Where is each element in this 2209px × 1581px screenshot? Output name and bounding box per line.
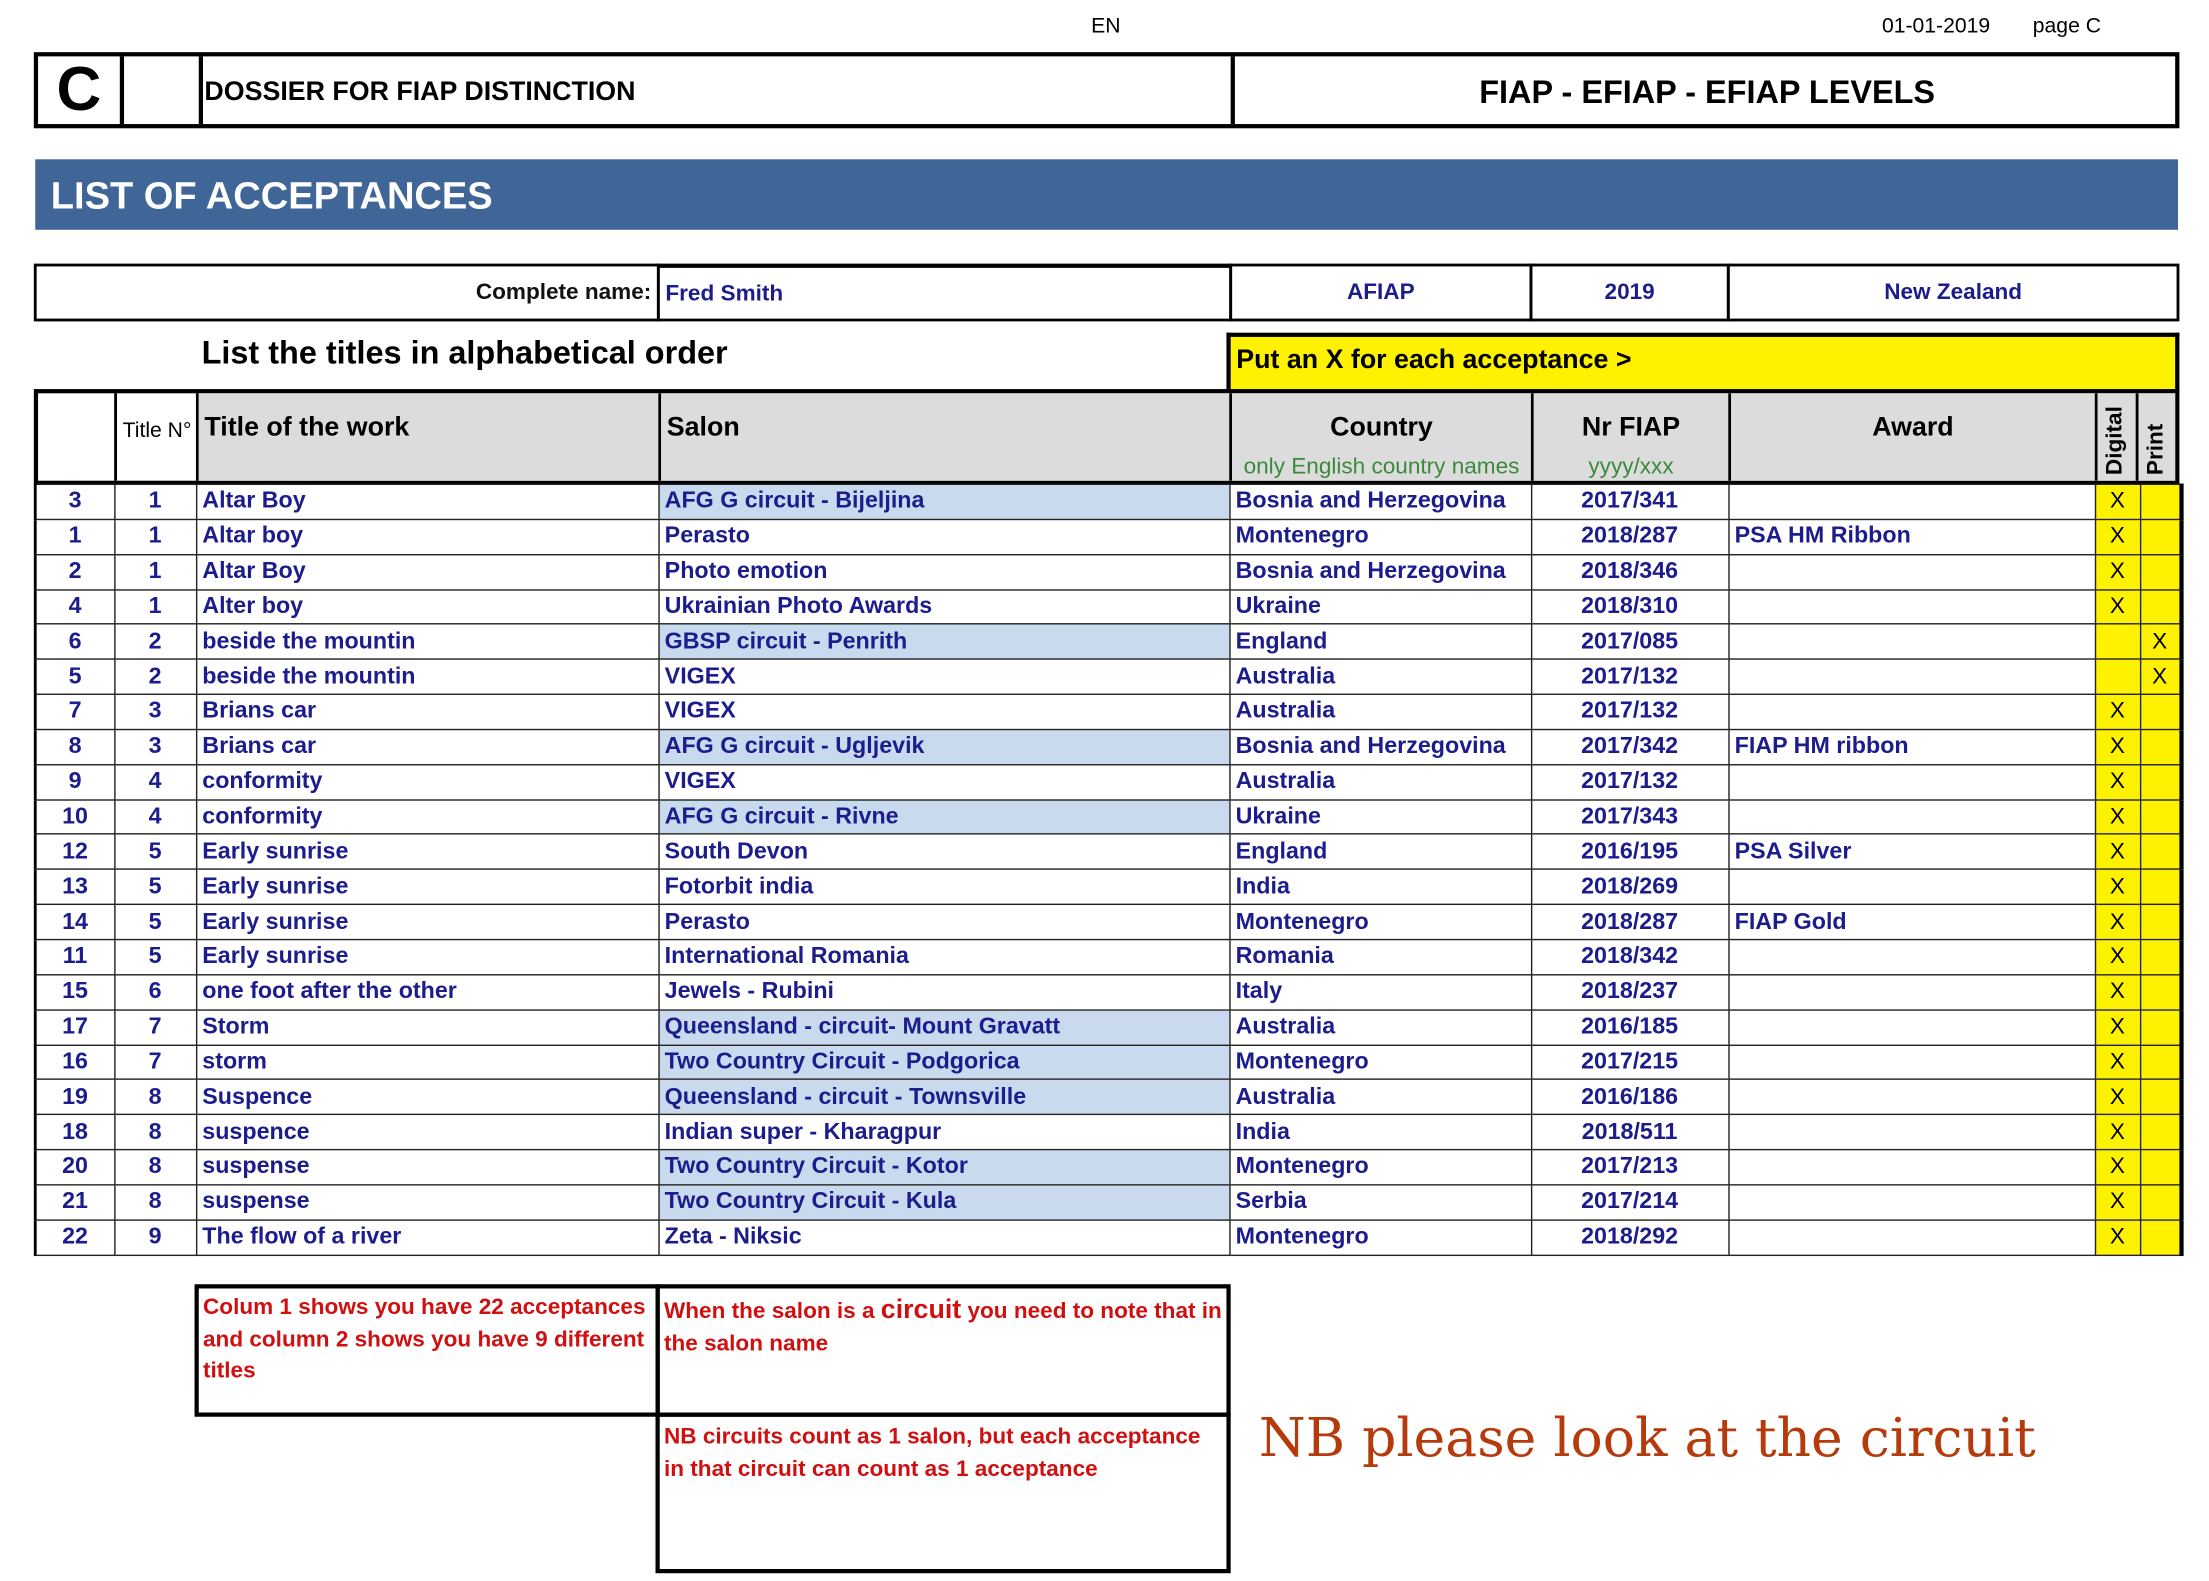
acceptance-number: 21 xyxy=(35,1185,114,1220)
table-row xyxy=(35,589,2181,624)
work-title: suspence xyxy=(196,1115,658,1150)
digital-mark[interactable]: X xyxy=(2095,1185,2140,1220)
table-row xyxy=(35,975,2181,1010)
award-name xyxy=(1728,1150,2095,1185)
salon-name: AFG G circuit - Rivne xyxy=(658,799,1229,834)
digital-mark[interactable]: X xyxy=(2095,799,2140,834)
salon-country: India xyxy=(1229,869,1531,904)
fiap-number: 2016/185 xyxy=(1531,1010,1728,1045)
work-title: The flow of a river xyxy=(196,1220,658,1255)
print-mark[interactable] xyxy=(2140,1185,2181,1220)
print-mark[interactable] xyxy=(2140,975,2181,1010)
col-title-no-header xyxy=(117,393,199,480)
work-title: conformity xyxy=(196,764,658,799)
work-title: Altar Boy xyxy=(196,484,658,519)
table-row xyxy=(35,554,2181,589)
title-number: 2 xyxy=(114,624,196,659)
salon-name: Two Country Circuit - Kotor xyxy=(658,1150,1229,1185)
digital-mark[interactable]: X xyxy=(2095,554,2140,589)
title-number: 3 xyxy=(114,729,196,764)
title-number: 5 xyxy=(114,869,196,904)
table-row xyxy=(35,834,2181,869)
salon-label: Salon xyxy=(666,413,740,443)
digital-label: Digital xyxy=(2103,406,2128,476)
print-mark[interactable] xyxy=(2140,589,2181,624)
acceptance-number: 8 xyxy=(35,729,114,764)
acceptance-number: 18 xyxy=(35,1115,114,1150)
col-salon-header xyxy=(661,393,1232,480)
work-title: Suspence xyxy=(196,1080,658,1115)
year-field[interactable]: 2019 xyxy=(1530,264,1730,322)
title-number: 8 xyxy=(114,1080,196,1115)
work-title: Early sunrise xyxy=(196,940,658,975)
print-mark[interactable] xyxy=(2140,904,2181,939)
complete-name-label: Complete name: xyxy=(34,264,660,322)
print-mark[interactable] xyxy=(2140,1080,2181,1115)
salon-country: Bosnia and Herzegovina xyxy=(1229,484,1531,519)
table-row xyxy=(35,729,2181,764)
circuit-note-b: you need to note that in the salon name xyxy=(663,1299,1222,1356)
nb-circuit-remark: NB please look at the circuit xyxy=(1258,1406,2036,1469)
print-mark[interactable] xyxy=(2140,834,2181,869)
table-row xyxy=(35,1185,2181,1220)
work-title: Brians car xyxy=(196,729,658,764)
acceptance-number: 15 xyxy=(35,975,114,1010)
work-title: Brians car xyxy=(196,694,658,729)
print-mark[interactable]: X xyxy=(2140,624,2181,659)
digital-mark[interactable]: X xyxy=(2095,1010,2140,1045)
digital-mark[interactable]: X xyxy=(2095,1080,2140,1115)
acceptance-number: 12 xyxy=(35,834,114,869)
salon-name: International Romania xyxy=(658,940,1229,975)
title-number: 6 xyxy=(114,975,196,1010)
table-row xyxy=(35,1115,2181,1150)
circuit-note xyxy=(656,1284,1231,1417)
title-number: 7 xyxy=(114,1010,196,1045)
salon-country: Montenegro xyxy=(1229,519,1531,554)
fiap-number: 2017/085 xyxy=(1531,624,1728,659)
work-title: Early sunrise xyxy=(196,869,658,904)
col-digital-header xyxy=(2098,393,2139,480)
table-row xyxy=(35,659,2181,694)
applicant-country-field[interactable]: New Zealand xyxy=(1727,264,2180,322)
acceptance-number: 10 xyxy=(35,799,114,834)
fiap-number: 2017/341 xyxy=(1531,484,1728,519)
award-name xyxy=(1728,554,2095,589)
work-title: conformity xyxy=(196,799,658,834)
fiap-number: 2018/287 xyxy=(1531,904,1728,939)
nr-fiap-hint: yyyy/xxx xyxy=(1588,455,1674,480)
award-name xyxy=(1728,484,2095,519)
work-title: Altar boy xyxy=(196,519,658,554)
table-row xyxy=(35,940,2181,975)
print-mark[interactable] xyxy=(2140,1150,2181,1185)
digital-mark[interactable]: X xyxy=(2095,729,2140,764)
table-row xyxy=(35,799,2181,834)
fiap-number: 2017/215 xyxy=(1531,1045,1728,1080)
award-label: Award xyxy=(1872,413,1954,443)
dossier-header xyxy=(34,52,2180,128)
salon-country: Romania xyxy=(1229,940,1531,975)
salon-country: Serbia xyxy=(1229,1185,1531,1220)
print-mark[interactable] xyxy=(2140,1045,2181,1080)
salon-name: VIGEX xyxy=(658,764,1229,799)
salon-name: AFG G circuit - Ugljevik xyxy=(658,729,1229,764)
fiap-number: 2018/342 xyxy=(1531,940,1728,975)
col-country-header xyxy=(1232,393,1534,480)
circuit-note-a: When the salon is a xyxy=(663,1299,881,1324)
print-mark[interactable] xyxy=(2140,519,2181,554)
work-title: suspense xyxy=(196,1150,658,1185)
award-name xyxy=(1728,624,2095,659)
salon-name: VIGEX xyxy=(658,694,1229,729)
table-row xyxy=(35,869,2181,904)
title-number: 9 xyxy=(114,1220,196,1255)
print-mark[interactable] xyxy=(2140,729,2181,764)
award-name xyxy=(1728,940,2095,975)
work-title: Storm xyxy=(196,1010,658,1045)
table-row xyxy=(35,694,2181,729)
circuit-count-note: NB circuits count as 1 salon, but each acceptance in that circuit can count as 1 acceptance xyxy=(656,1413,1231,1574)
work-title: suspense xyxy=(196,1185,658,1220)
salon-name: Perasto xyxy=(658,904,1229,939)
digital-mark[interactable]: X xyxy=(2095,589,2140,624)
salon-name: Indian super - Kharagpur xyxy=(658,1115,1229,1150)
salon-country: England xyxy=(1229,834,1531,869)
salon-country: Australia xyxy=(1229,694,1531,729)
header-title: DOSSIER FOR FIAP DISTINCTION xyxy=(204,77,636,108)
award-name: PSA Silver xyxy=(1728,834,2095,869)
table-header xyxy=(34,389,2180,485)
digital-mark[interactable]: X xyxy=(2095,904,2140,939)
table-row xyxy=(35,1150,2181,1185)
title-number: 5 xyxy=(114,940,196,975)
print-label: Print xyxy=(2144,423,2169,476)
acceptance-number: 11 xyxy=(35,940,114,975)
salon-name: Fotorbit india xyxy=(658,869,1229,904)
acceptance-number: 1 xyxy=(35,519,114,554)
salon-name: VIGEX xyxy=(658,659,1229,694)
date-label: 01-01-2019 xyxy=(1881,14,1991,39)
salon-country: England xyxy=(1229,624,1531,659)
salon-name: Photo emotion xyxy=(658,554,1229,589)
title-number: 3 xyxy=(114,694,196,729)
salon-name: Queensland - circuit- Mount Gravatt xyxy=(658,1010,1229,1045)
work-title: beside the mountin xyxy=(196,624,658,659)
header-letter: C xyxy=(38,56,124,124)
title-number: 1 xyxy=(114,554,196,589)
work-title: Early sunrise xyxy=(196,904,658,939)
digital-mark[interactable]: X xyxy=(2095,1220,2140,1255)
award-name xyxy=(1728,1185,2095,1220)
title-number: 1 xyxy=(114,589,196,624)
acceptance-number: 22 xyxy=(35,1220,114,1255)
fiap-number: 2016/195 xyxy=(1531,834,1728,869)
acceptance-number: 19 xyxy=(35,1080,114,1115)
table-row xyxy=(35,1045,2181,1080)
language-label: EN xyxy=(1091,14,1121,39)
acceptance-number: 9 xyxy=(35,764,114,799)
salon-name: Perasto xyxy=(658,519,1229,554)
distinction-field[interactable]: AFIAP xyxy=(1229,264,1532,322)
salon-country: Montenegro xyxy=(1229,1150,1531,1185)
title-number: 8 xyxy=(114,1115,196,1150)
award-name xyxy=(1728,1010,2095,1045)
header-levels: FIAP - EFIAP - EFIAP LEVELS xyxy=(1231,56,2180,124)
salon-country: Bosnia and Herzegovina xyxy=(1229,554,1531,589)
title-number: 4 xyxy=(114,764,196,799)
salon-country: Australia xyxy=(1229,764,1531,799)
fiap-number: 2017/214 xyxy=(1531,1185,1728,1220)
col-number-header xyxy=(38,393,117,480)
title-number: 8 xyxy=(114,1185,196,1220)
col-title-header xyxy=(199,393,661,480)
work-title: Early sunrise xyxy=(196,834,658,869)
print-mark[interactable] xyxy=(2140,554,2181,589)
table-row xyxy=(35,1220,2181,1255)
salon-country: Ukraine xyxy=(1229,589,1531,624)
salon-name: Zeta - Niksic xyxy=(658,1220,1229,1255)
fiap-number: 2018/292 xyxy=(1531,1220,1728,1255)
acceptance-number: 17 xyxy=(35,1010,114,1045)
salon-country: Montenegro xyxy=(1229,1220,1531,1255)
fiap-number: 2017/343 xyxy=(1531,799,1728,834)
fiap-number: 2017/342 xyxy=(1531,729,1728,764)
award-name xyxy=(1728,589,2095,624)
title-number: 7 xyxy=(114,1045,196,1080)
country-hint: only English country names xyxy=(1243,455,1520,480)
work-title: storm xyxy=(196,1045,658,1080)
digital-mark[interactable]: X xyxy=(2095,1045,2140,1080)
fiap-number: 2017/213 xyxy=(1531,1150,1728,1185)
table-row xyxy=(35,1010,2181,1045)
digital-mark[interactable]: X xyxy=(2095,834,2140,869)
digital-mark[interactable]: X xyxy=(2095,519,2140,554)
title-label: Title of the work xyxy=(204,413,410,443)
table-row xyxy=(35,1080,2181,1115)
country-label: Country xyxy=(1330,413,1433,443)
salon-country: India xyxy=(1229,1115,1531,1150)
fiap-number: 2017/132 xyxy=(1531,764,1728,799)
salon-country: Australia xyxy=(1229,659,1531,694)
salon-name: Two Country Circuit - Kula xyxy=(658,1185,1229,1220)
work-title: Alter boy xyxy=(196,589,658,624)
acceptance-number: 4 xyxy=(35,589,114,624)
title-number: 8 xyxy=(114,1150,196,1185)
title-number: 5 xyxy=(114,834,196,869)
salon-country: Italy xyxy=(1229,975,1531,1010)
award-name xyxy=(1728,975,2095,1010)
digital-mark[interactable] xyxy=(2095,659,2140,694)
print-mark[interactable] xyxy=(2140,764,2181,799)
print-mark[interactable]: X xyxy=(2140,659,2181,694)
order-instruction: List the titles in alphabetical order xyxy=(201,334,728,371)
acceptance-number: 5 xyxy=(35,659,114,694)
digital-mark[interactable]: X xyxy=(2095,694,2140,729)
print-mark[interactable] xyxy=(2140,484,2181,519)
work-title: Altar Boy xyxy=(196,554,658,589)
fiap-number: 2016/186 xyxy=(1531,1080,1728,1115)
acceptance-table xyxy=(34,484,2183,1256)
mark-instruction: Put an X for each acceptance > xyxy=(1226,333,2179,392)
fiap-number: 2018/511 xyxy=(1531,1115,1728,1150)
acceptance-number: 20 xyxy=(35,1150,114,1185)
salon-country: Montenegro xyxy=(1229,1045,1531,1080)
table-row xyxy=(35,484,2181,519)
count-note: Colum 1 shows you have 22 acceptances and column 2 shows you have 9 different titles xyxy=(195,1284,660,1417)
acceptance-number: 2 xyxy=(35,554,114,589)
col-nr-fiap-header xyxy=(1534,393,1731,480)
salon-name: South Devon xyxy=(658,834,1229,869)
col-print-header xyxy=(2139,393,2176,480)
acceptance-number: 7 xyxy=(35,694,114,729)
digital-mark[interactable] xyxy=(2095,624,2140,659)
print-mark[interactable] xyxy=(2140,799,2181,834)
salon-name: Ukrainian Photo Awards xyxy=(658,589,1229,624)
print-mark[interactable] xyxy=(2140,1115,2181,1150)
digital-mark[interactable]: X xyxy=(2095,764,2140,799)
print-mark[interactable] xyxy=(2140,1220,2181,1255)
digital-mark[interactable]: X xyxy=(2095,975,2140,1010)
table-row xyxy=(35,904,2181,939)
award-name xyxy=(1728,869,2095,904)
acceptance-number: 6 xyxy=(35,624,114,659)
salon-name: AFG G circuit - Bijeljina xyxy=(658,484,1229,519)
salon-name: Jewels - Rubini xyxy=(658,975,1229,1010)
digital-mark[interactable]: X xyxy=(2095,1150,2140,1185)
work-title: one foot after the other xyxy=(196,975,658,1010)
header-gap xyxy=(120,56,203,124)
fiap-number: 2018/237 xyxy=(1531,975,1728,1010)
award-name xyxy=(1728,1220,2095,1255)
fiap-number: 2018/269 xyxy=(1531,869,1728,904)
salon-country: Montenegro xyxy=(1229,904,1531,939)
print-mark[interactable] xyxy=(2140,869,2181,904)
title-no-label: Title N° xyxy=(122,418,192,443)
salon-name: Queensland - circuit - Townsville xyxy=(658,1080,1229,1115)
award-name xyxy=(1728,1045,2095,1080)
title-number: 5 xyxy=(114,904,196,939)
col-award-header xyxy=(1731,393,2098,480)
complete-name-field[interactable]: Fred Smith xyxy=(657,264,1232,322)
acceptance-number: 14 xyxy=(35,904,114,939)
salon-name: GBSP circuit - Penrith xyxy=(658,624,1229,659)
section-banner: LIST OF ACCEPTANCES xyxy=(35,159,2178,229)
digital-mark[interactable]: X xyxy=(2095,484,2140,519)
digital-mark[interactable]: X xyxy=(2095,940,2140,975)
print-mark[interactable] xyxy=(2140,940,2181,975)
title-number: 2 xyxy=(114,659,196,694)
award-name: FIAP HM ribbon xyxy=(1728,729,2095,764)
award-name: PSA HM Ribbon xyxy=(1728,519,2095,554)
award-name xyxy=(1728,659,2095,694)
fiap-number: 2018/310 xyxy=(1531,589,1728,624)
acceptance-number: 3 xyxy=(35,484,114,519)
nr-fiap-label: Nr FIAP xyxy=(1581,413,1681,443)
salon-country: Australia xyxy=(1229,1080,1531,1115)
salon-country: Australia xyxy=(1229,1010,1531,1045)
title-number: 4 xyxy=(114,799,196,834)
work-title: beside the mountin xyxy=(196,659,658,694)
digital-mark[interactable]: X xyxy=(2095,1115,2140,1150)
applicant-row xyxy=(34,264,2180,322)
award-name xyxy=(1728,694,2095,729)
table-row xyxy=(35,764,2181,799)
digital-mark[interactable]: X xyxy=(2095,869,2140,904)
salon-name: Two Country Circuit - Podgorica xyxy=(658,1045,1229,1080)
fiap-number: 2018/346 xyxy=(1531,554,1728,589)
salon-country: Bosnia and Herzegovina xyxy=(1229,729,1531,764)
fiap-number: 2017/132 xyxy=(1531,659,1728,694)
award-name xyxy=(1728,764,2095,799)
title-number: 1 xyxy=(114,519,196,554)
award-name xyxy=(1728,1115,2095,1150)
table-row xyxy=(35,519,2181,554)
print-mark[interactable] xyxy=(2140,694,2181,729)
print-mark[interactable] xyxy=(2140,1010,2181,1045)
title-number: 1 xyxy=(114,484,196,519)
acceptance-number: 13 xyxy=(35,869,114,904)
fiap-number: 2017/132 xyxy=(1531,694,1728,729)
page-label: page C xyxy=(2032,14,2101,39)
acceptance-number: 16 xyxy=(35,1045,114,1080)
salon-country: Ukraine xyxy=(1229,799,1531,834)
award-name xyxy=(1728,799,2095,834)
award-name: FIAP Gold xyxy=(1728,904,2095,939)
award-name xyxy=(1728,1080,2095,1115)
circuit-note-word: circuit xyxy=(880,1295,962,1326)
fiap-number: 2018/287 xyxy=(1531,519,1728,554)
table-row xyxy=(35,624,2181,659)
